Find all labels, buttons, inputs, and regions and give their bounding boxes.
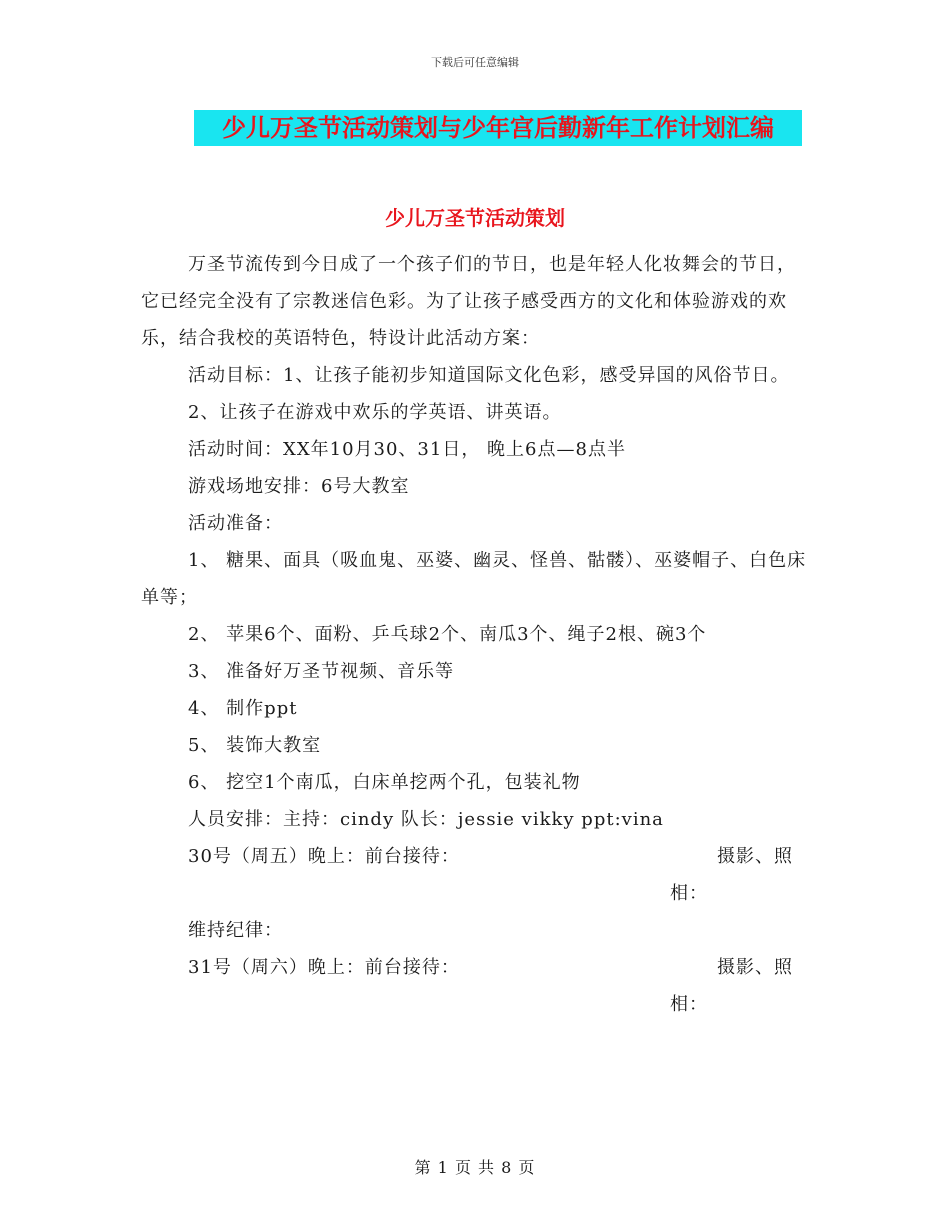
document-body xyxy=(141,246,809,1015)
page-footer: 第 1 页 共 8 页 xyxy=(414,1158,536,1177)
activity-venue: 游戏场地安排：6号大教室 xyxy=(188,476,410,497)
day31-reception: 31号（周六）晚上：前台接待： xyxy=(188,957,460,978)
prep-item-3: 3、 准备好万圣节视频、音乐等 xyxy=(188,661,455,682)
day31-photo: 摄影、照相： xyxy=(670,957,793,1015)
main-title: 少儿万圣节活动策划与少年宫后勤新年工作计划汇编 xyxy=(194,110,802,146)
goal-paragraph: 活动目标：1、让孩子能初步知道国际文化色彩，感受异国的风俗节日。 xyxy=(188,365,790,386)
intro-paragraph: 万圣节流传到今日成了一个孩子们的节日，也是年轻人化妆舞会的节日，它已经完全没有了宗教迷信色彩。为了让孩子感受西方的文化和体验游戏的欢乐，结合我校的英语特色，特设计此活动方案： xyxy=(141,254,796,349)
discipline-label: 维持纪律： xyxy=(188,920,283,941)
staff-arrangement: 人员安排：主持：cindy 队长：jessie vikky ppt:vina xyxy=(188,809,664,830)
activity-time: 活动时间：XX年10月30、31日， 晚上6点—8点半 xyxy=(188,439,626,460)
prep-item-6: 6、 挖空1个南瓜，白床单挖两个孔，包装礼物 xyxy=(188,772,581,793)
day30-photo: 摄影、照相： xyxy=(670,846,793,904)
day31-row xyxy=(141,949,809,1015)
prep-item-2: 2、 苹果6个、面粉、乒乓球2个、南瓜3个、绳子2根、碗3个 xyxy=(188,624,707,645)
prep-heading: 活动准备： xyxy=(188,513,283,534)
day30-row xyxy=(141,838,809,904)
prep-item-5: 5、 装饰大教室 xyxy=(188,735,322,756)
header-note: 下载后可任意编辑 xyxy=(431,56,519,69)
prep-item-4: 4、 制作ppt xyxy=(188,698,298,719)
goal-item-2: 2、让孩子在游戏中欢乐的学英语、讲英语。 xyxy=(188,402,562,423)
prep-item-1: 1、 糖果、面具（吸血鬼、巫婆、幽灵、怪兽、骷髅）、巫婆帽子、白色床单等； xyxy=(141,550,807,608)
day30-reception: 30号（周五）晚上：前台接待： xyxy=(188,846,460,867)
section-title: 少儿万圣节活动策划 xyxy=(385,206,565,230)
